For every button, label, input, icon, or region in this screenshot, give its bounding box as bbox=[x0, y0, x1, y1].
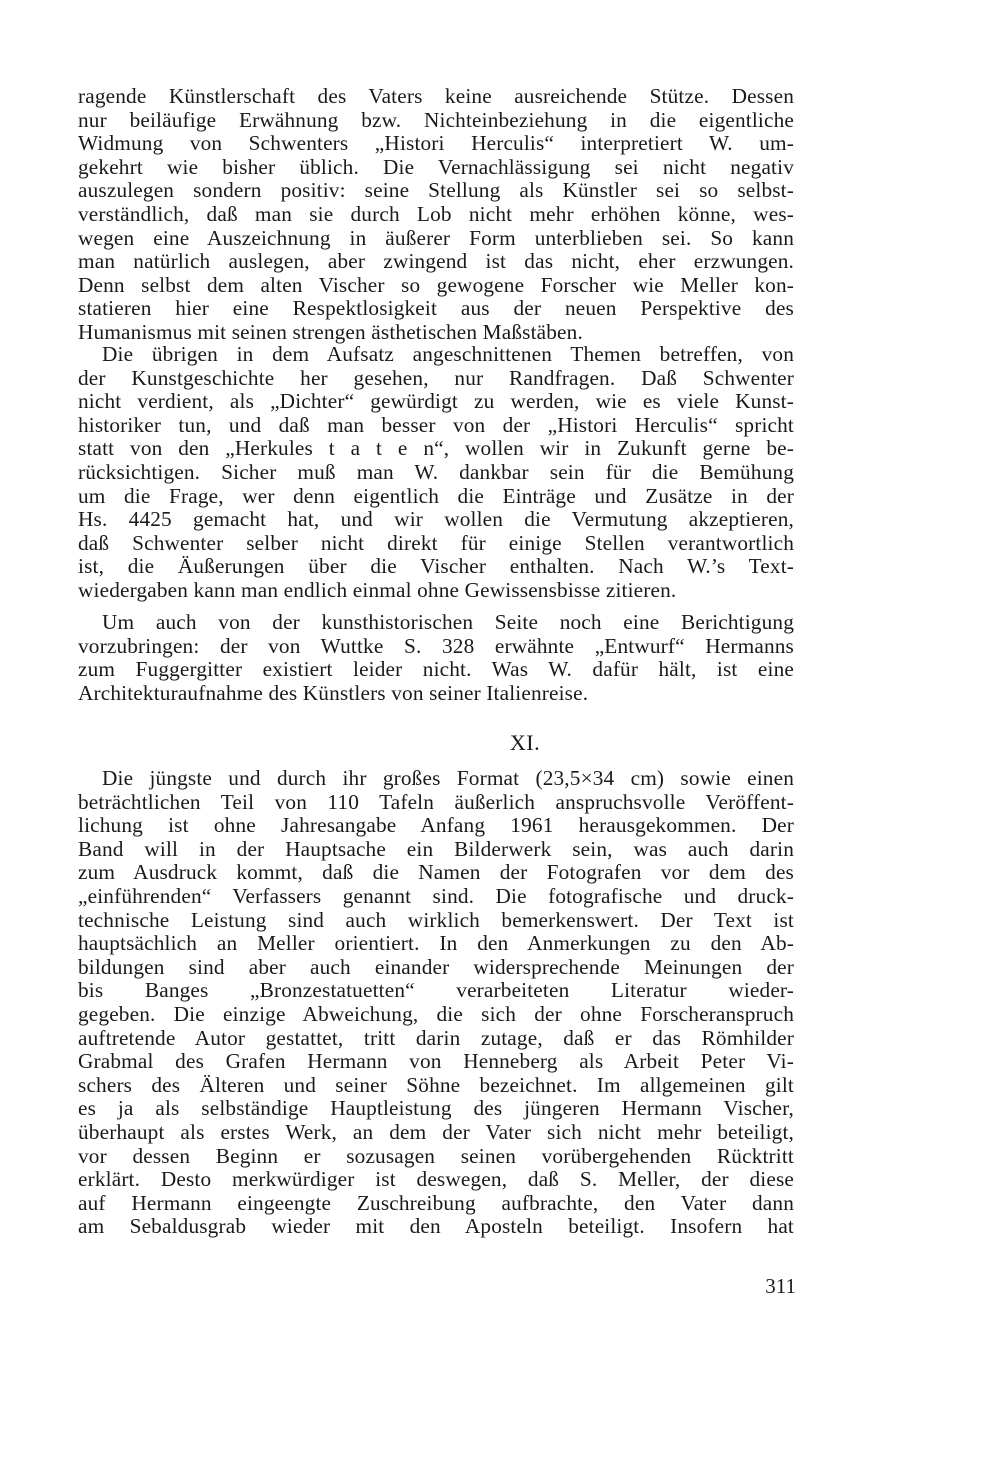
text-line: nicht verdient, als „Dichter“ gewürdigt zu werden, wie es viele Kunst- bbox=[78, 389, 794, 414]
text-line: daß Schwenter selber nicht direkt für einige Stellen verantwortlich bbox=[78, 530, 794, 555]
paragraph bbox=[78, 343, 794, 603]
text-line: ragende Künstlerschaft des Vaters keine ausreichende Stütze. Dessen bbox=[78, 84, 794, 108]
text-line: nur beiläufige Erwähnung bzw. Nichteinbeziehung in die eigentliche bbox=[78, 107, 794, 132]
text-line: verständlich, daß man sie durch Lob nicht mehr erhöhen könne, wes- bbox=[78, 201, 794, 226]
text-line: schers des Älteren und seiner Söhne bezeichnet. Im allgemeinen gilt bbox=[78, 1072, 794, 1097]
text-line: wegen eine Auszeichnung in äußerer Form unterblieben sei. So kann bbox=[78, 225, 794, 250]
text-line: zum Ausdruck kommt, daß die Namen der Fotografen vor dem des bbox=[78, 860, 794, 885]
text-line: man natürlich auslegen, aber zwingend ist das nicht, eher erzwungen. bbox=[78, 249, 794, 274]
paragraph-continuation bbox=[78, 85, 794, 345]
text-line: rücksichtigen. Sicher muß man W. dankbar sein für die Bemühung bbox=[78, 459, 794, 484]
text-line: Um auch von der kunsthistorischen Seite noch eine Berichtigung bbox=[102, 610, 794, 634]
text-line: zum Fuggergitter existiert leider nicht. Was W. dafür hält, ist eine bbox=[78, 657, 794, 682]
text-line: Denn selbst dem alten Vischer so gewogene Forscher wie Meller kon- bbox=[78, 272, 794, 297]
text-line: wiedergaben kann man endlich einmal ohne Gewissensbisse zitieren. bbox=[78, 577, 677, 602]
text-line: hauptsächlich an Meller orientiert. In den Anmerkungen zu den Ab- bbox=[78, 931, 794, 956]
text-line: um die Frage, wer denn eigentlich die Einträge und Zusätze in der bbox=[78, 483, 794, 508]
text-line: statieren hier eine Respektlosigkeit aus der neuen Perspektive des bbox=[78, 296, 794, 321]
text-line: der Kunstgeschichte her gesehen, nur Randfragen. Daß Schwenter bbox=[78, 365, 794, 390]
text-line: Widmung von Schwenters „Histori Herculis“ interpretiert W. um- bbox=[78, 131, 794, 156]
text-line: bis Banges „Bronzestatuetten“ verarbeiteten Literatur wieder- bbox=[78, 978, 794, 1003]
text-line: Die jüngste und durch ihr großes Format (23,5×34 cm) sowie einen bbox=[102, 766, 794, 790]
text-line: gekehrt wie bisher üblich. Die Vernachlässigung sei nicht negativ bbox=[78, 154, 794, 179]
text-line: statt von den „Herkules t a t e n“, wollen wir in Zukunft gerne be- bbox=[78, 436, 794, 461]
paragraph bbox=[78, 767, 794, 1239]
text-line: historiker tun, und daß man besser von der „Histori Herculis“ spricht bbox=[78, 412, 794, 437]
text-line: am Sebaldusgrab wieder mit den Aposteln beteiligt. Insofern hat bbox=[78, 1214, 794, 1239]
page-number: 311 bbox=[765, 1274, 796, 1298]
text-line: vor dessen Beginn er sozusagen seinen vorübergehenden Rücktritt bbox=[78, 1143, 794, 1168]
text-line: Die übrigen in dem Aufsatz angeschnittenen Themen betreffen, von bbox=[102, 342, 794, 366]
text-line: „einführenden“ Verfassers genannt sind. Die fotografische und druck- bbox=[78, 883, 794, 908]
text-line: lichung ist ohne Jahresangabe Anfang 1961 herausgekommen. Der bbox=[78, 813, 794, 838]
text-line: auf Hermann eingeengte Zuschreibung aufbrachte, den Vater dann bbox=[78, 1190, 794, 1215]
text-line: bildungen sind aber auch einander widersprechende Meinungen der bbox=[78, 954, 794, 979]
text-line: Architekturaufnahme des Künstlers von seiner Italienreise. bbox=[78, 680, 589, 705]
text-line: erklärt. Desto merkwürdiger ist deswegen, daß S. Meller, der diese bbox=[78, 1167, 794, 1192]
text-line: Humanismus mit seinen strengen ästhetischen Maßstäben. bbox=[78, 319, 583, 344]
text-line: Hs. 4425 gemacht hat, und wir wollen die Vermutung akzeptieren, bbox=[78, 507, 794, 532]
text-line: auftretende Autor gestattet, tritt darin zutage, daß er das Römhilder bbox=[78, 1025, 794, 1050]
text-line: ist, die Äußerungen über die Vischer enthalten. Nach W.’s Text- bbox=[78, 554, 794, 579]
text-line: beträchtlichen Teil von 110 Tafeln äußerlich anspruchsvolle Veröffent- bbox=[78, 789, 794, 814]
text-line: vorzubringen: der von Wuttke S. 328 erwähnte „Entwurf“ Hermanns bbox=[78, 633, 794, 658]
text-line: überhaupt als erstes Werk, an dem der Vater sich nicht mehr beteiligt, bbox=[78, 1119, 794, 1144]
text-line: auszulegen sondern positiv: seine Stellung als Künstler sei so selbst- bbox=[78, 178, 794, 203]
text-line: Band will in der Hauptsache ein Bilderwerk sein, was auch darin bbox=[78, 836, 794, 861]
text-line: es ja als selbständige Hauptleistung des jüngeren Hermann Vischer, bbox=[78, 1096, 794, 1121]
text-line: technische Leistung sind auch wirklich bemerkenswert. Der Text ist bbox=[78, 907, 794, 932]
text-line: gegeben. Die einzige Abweichung, die sich der ohne Forscheranspruch bbox=[78, 1001, 794, 1026]
paragraph bbox=[78, 611, 794, 705]
section-heading: XI. bbox=[509, 730, 541, 755]
text-line: Grabmal des Grafen Hermann von Henneberg als Arbeit Peter Vi- bbox=[78, 1049, 794, 1074]
